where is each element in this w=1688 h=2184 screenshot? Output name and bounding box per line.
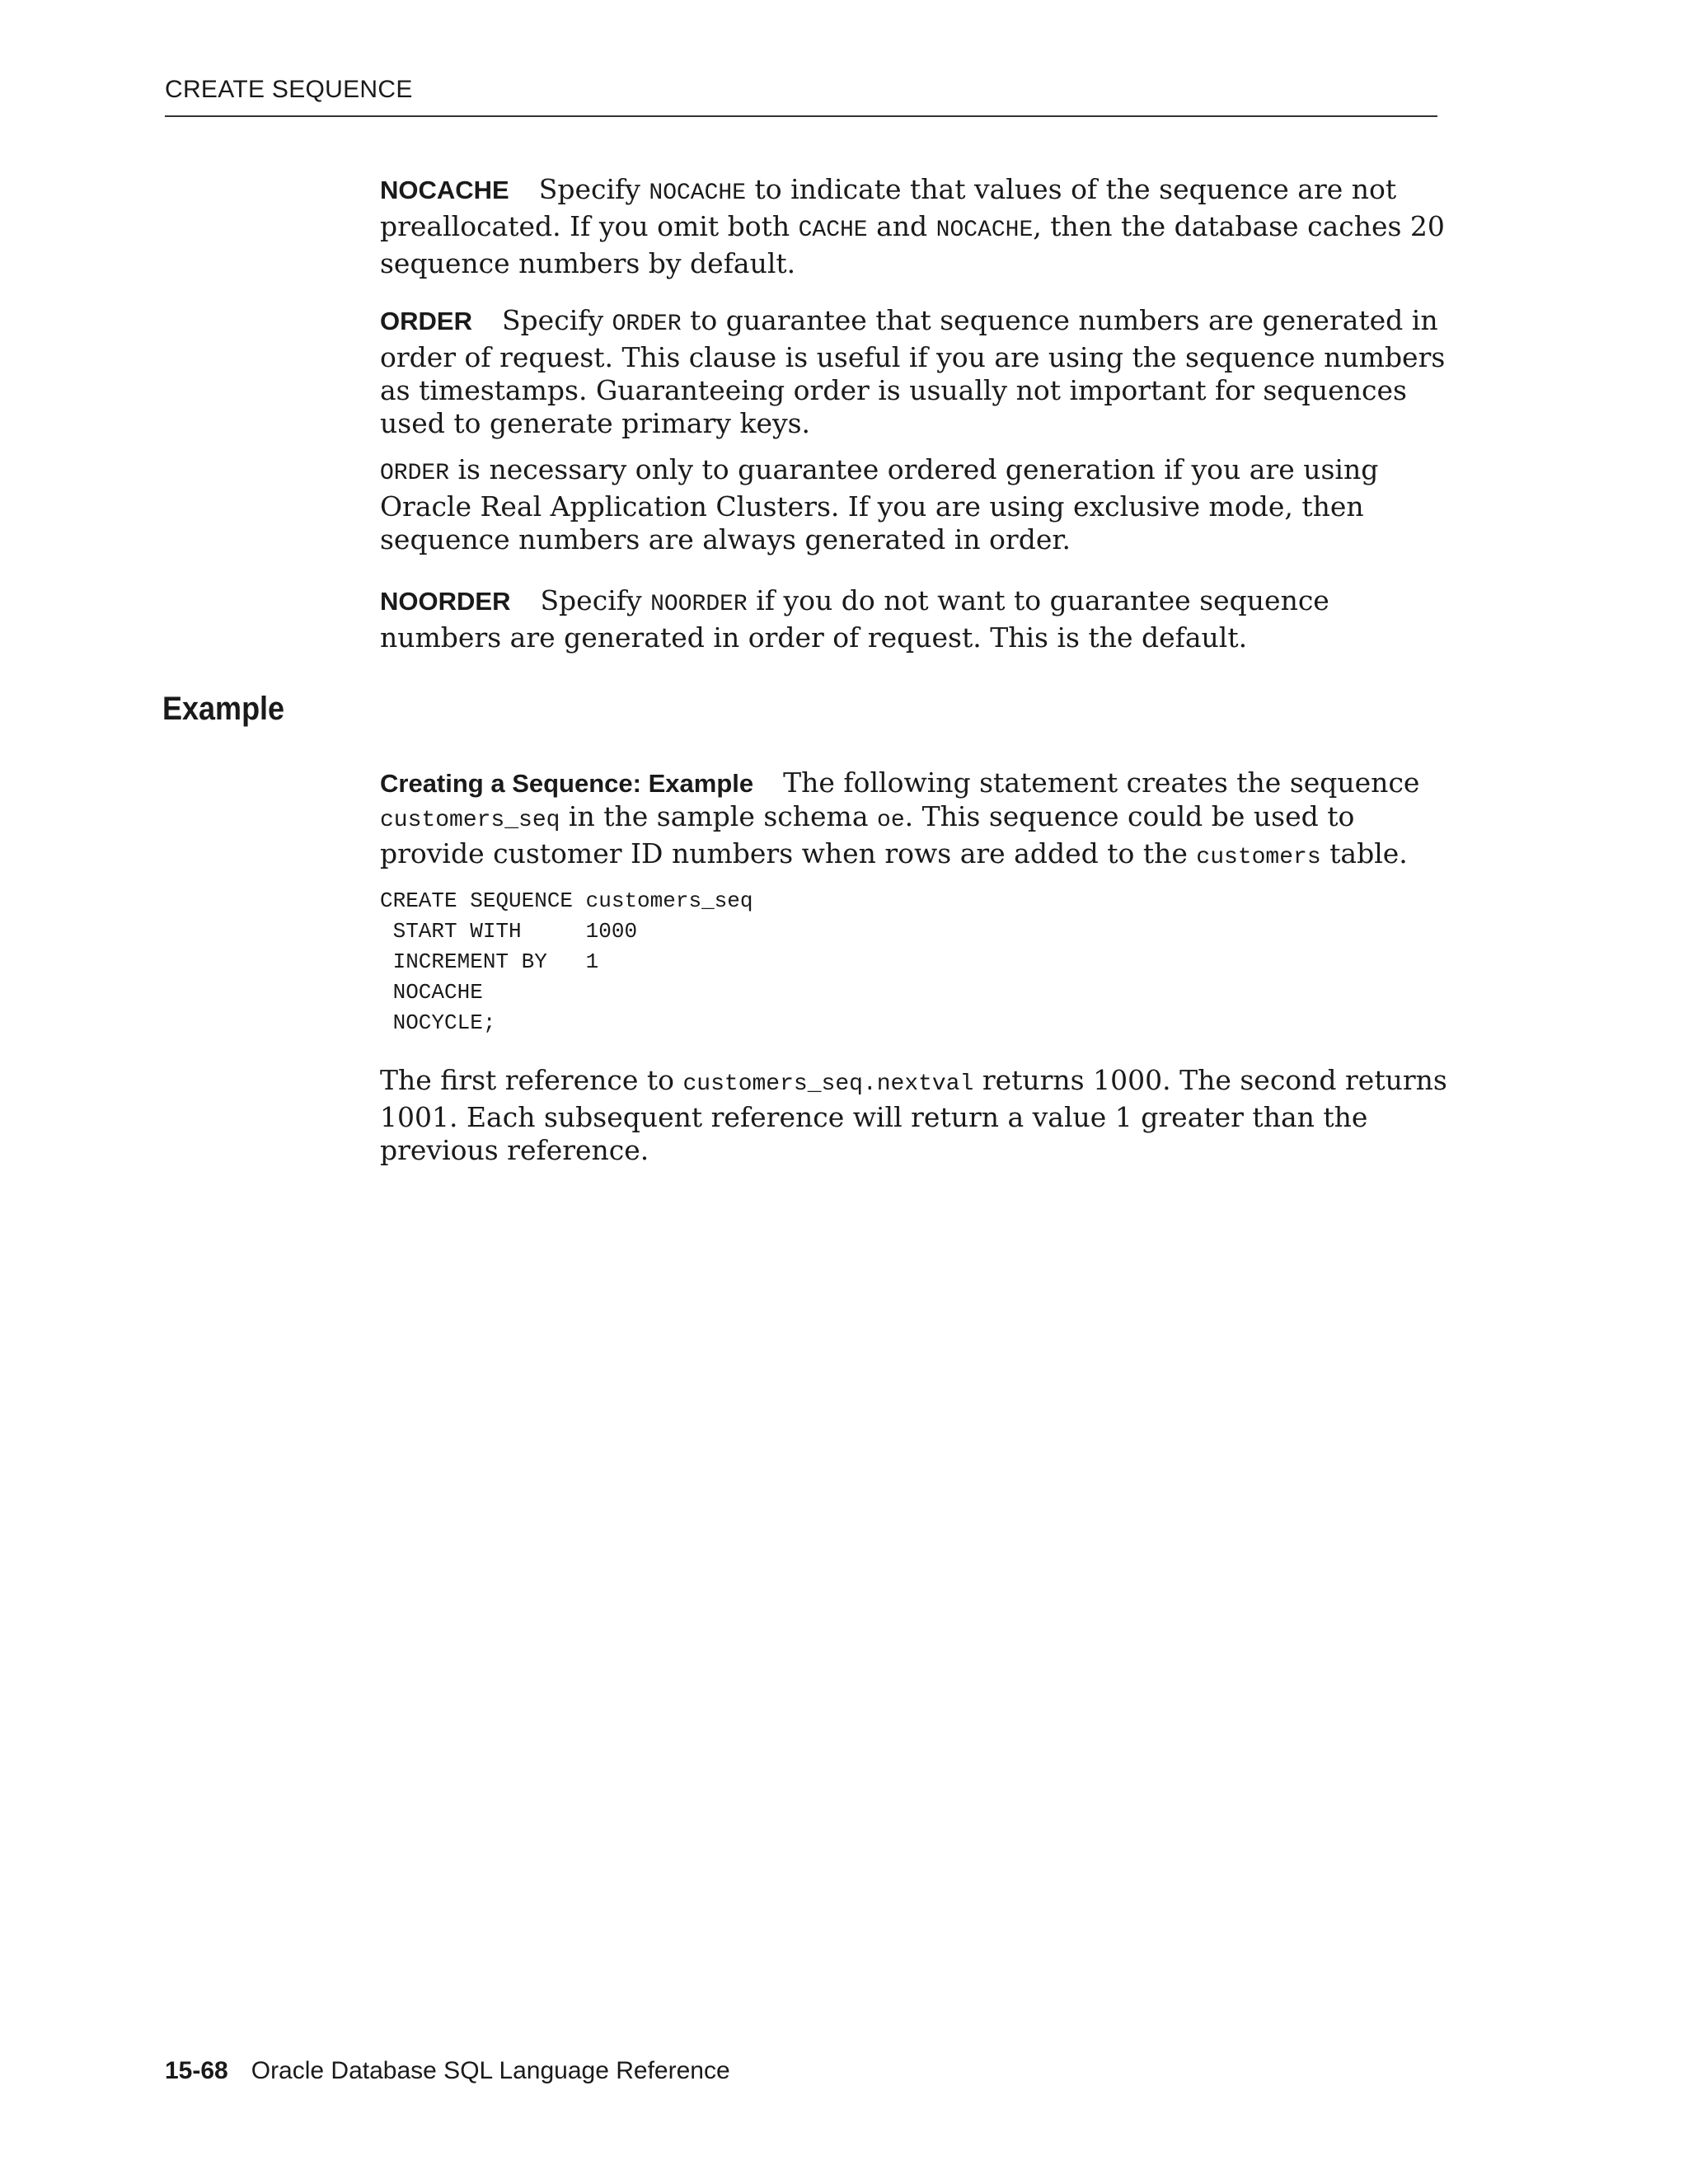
creating-text-4: table. xyxy=(1320,837,1408,869)
creating-example-term: Creating a Sequence: Example xyxy=(380,769,754,798)
code-line: START WITH 1000 xyxy=(380,919,638,944)
noorder-text-1: Specify xyxy=(540,584,651,616)
order-text-2: to guarantee that sequence numbers are generated in order of request. This clause is useful if you are using the sequence numbers as timestamps. Guaranteeing order is usually not important for sequences used to generate primary keys. xyxy=(380,304,1446,439)
header-rule xyxy=(165,115,1437,117)
code-line: CREATE SEQUENCE customers_seq xyxy=(380,888,753,913)
nocache-term: NOCACHE xyxy=(380,176,509,204)
order-paragraph xyxy=(380,304,1451,440)
creating-text-3: . This sequence could be used to provide customer ID numbers when rows are added to the xyxy=(380,800,1355,869)
order-code-1: ORDER xyxy=(612,312,682,337)
code-line: NOCYCLE; xyxy=(380,1010,496,1035)
noorder-term: NOORDER xyxy=(380,587,511,616)
nocache-code-2: CACHE xyxy=(798,218,868,243)
first-ref-text-2: returns 1000. The second returns 1001. Each subsequent reference will return a value 1 greater than the previous reference. xyxy=(380,1064,1447,1166)
creating-code-3: customers xyxy=(1196,845,1321,870)
nocache-text-4: , then the database caches 20 sequence numbers by default. xyxy=(380,210,1445,279)
creating-code-1: customers_seq xyxy=(380,808,560,833)
code-line: INCREMENT BY 1 xyxy=(380,949,599,974)
creating-text-2: in the sample schema xyxy=(560,800,878,832)
order-note-text: is necessary only to guarantee ordered generation if you are using Oracle Real Application Clusters. If you are using exclusive mode, then sequence numbers are always generated in order. xyxy=(380,453,1379,555)
order-text-1: Specify xyxy=(501,304,612,336)
nocache-code-3: NOCACHE xyxy=(935,218,1034,243)
order-note-paragraph xyxy=(380,453,1451,556)
first-ref-code: customers_seq.nextval xyxy=(682,1071,974,1097)
noorder-code-1: NOORDER xyxy=(650,592,748,617)
nocache-paragraph xyxy=(380,173,1451,280)
code-example xyxy=(380,886,753,1038)
creating-example-paragraph xyxy=(380,766,1451,874)
noorder-text-2: if you do not want to guarantee sequence numbers are generated in order of request. This is the default. xyxy=(380,584,1329,654)
nocache-text-1: Specify xyxy=(538,173,649,205)
running-header: CREATE SEQUENCE xyxy=(165,76,413,103)
creating-code-2: oe xyxy=(877,808,905,833)
order-note-code: ORDER xyxy=(380,461,450,486)
page-number: 15-68 xyxy=(165,2057,228,2084)
book-title: Oracle Database SQL Language Reference xyxy=(251,2057,730,2084)
noorder-paragraph xyxy=(380,584,1451,654)
code-line: NOCACHE xyxy=(380,980,483,1005)
first-reference-paragraph xyxy=(380,1064,1451,1167)
section-heading-example: Example xyxy=(162,691,285,727)
order-term: ORDER xyxy=(380,307,472,335)
creating-text-1: The following statement creates the sequence xyxy=(783,766,1420,799)
nocache-text-2: to indicate that values of the sequence are not preallocated. If you omit both xyxy=(380,173,1397,242)
first-ref-text-1: The first reference to xyxy=(380,1064,683,1096)
page-footer xyxy=(165,2057,730,2085)
nocache-code-1: NOCACHE xyxy=(649,180,747,206)
nocache-text-3: and xyxy=(867,210,936,242)
